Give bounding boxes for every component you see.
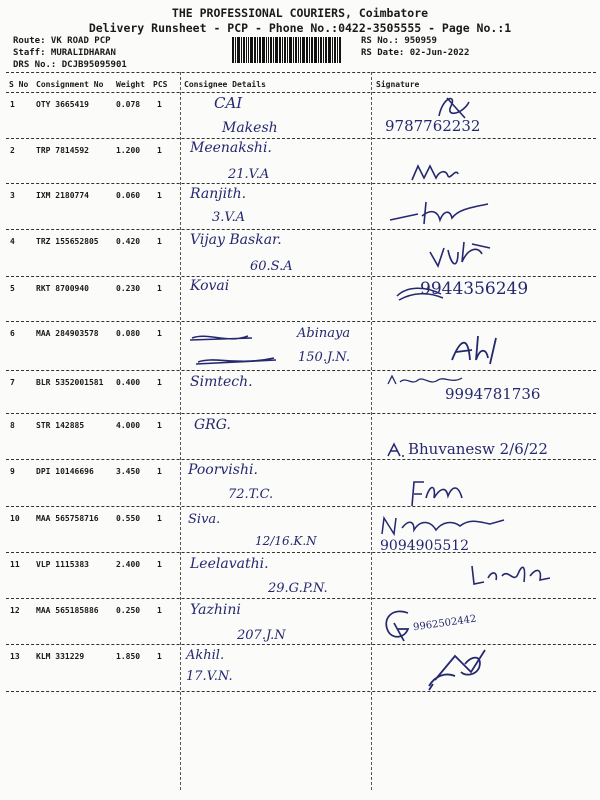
signature-phone: 9944356249 — [420, 279, 529, 299]
consignee-address: 207.J.N — [237, 628, 286, 643]
column-divider — [371, 72, 372, 790]
staff-label: Staff: MURALIDHARAN — [13, 48, 116, 58]
row-consignment: TRZ 155652805 — [36, 237, 99, 246]
row-consignment: MAA 565758716 — [36, 514, 99, 523]
rs-number: RS No.: 950959 — [361, 36, 437, 46]
row-sno: 9 — [10, 467, 15, 476]
consignee-address: 17.V.N. — [186, 669, 233, 684]
consignee-name: Poorvishi. — [188, 462, 258, 478]
row-weight: 0.060 — [116, 191, 141, 200]
row-consignment: MAA 565185886 — [36, 606, 99, 615]
row-consignment: MAA 284903578 — [36, 329, 99, 338]
row-pcs: 1 — [157, 237, 162, 246]
consignee-name: Kovai — [190, 278, 230, 294]
row-divider — [6, 598, 596, 599]
row-pcs: 1 — [157, 146, 162, 155]
consignee-address: 12/16.K.N — [255, 534, 317, 548]
drs-number: DRS No.: DCJB95095901 — [13, 60, 127, 70]
signature-phone: 9962502442 — [412, 613, 478, 634]
consignee-name: GRG. — [194, 417, 231, 433]
row-weight: 2.400 — [116, 560, 141, 569]
row-pcs: 1 — [157, 606, 162, 615]
barcode-icon — [232, 37, 356, 63]
row-weight: 0.420 — [116, 237, 141, 246]
row-divider — [6, 138, 596, 139]
consignee-address: 21.V.A — [228, 167, 270, 182]
row-pcs: 1 — [157, 284, 162, 293]
consignee-address: 60.S.A — [250, 259, 293, 274]
consignee-name: Abinaya — [297, 326, 351, 341]
row-pcs: 1 — [157, 329, 162, 338]
signature-phone: 9994781736 — [445, 385, 541, 403]
row-sno: 10 — [10, 514, 20, 523]
signature-scribble — [388, 198, 498, 232]
consignee-name: Leelavathi. — [190, 556, 269, 572]
consignee-name: Ranjith. — [190, 186, 247, 202]
row-sno: 5 — [10, 284, 15, 293]
consignee-name: Akhil. — [186, 648, 225, 663]
consignee-name: Simtech. — [190, 374, 253, 390]
row-divider — [6, 413, 596, 414]
row-divider — [6, 276, 596, 277]
row-consignment: KLM 331229 — [36, 652, 85, 661]
row-consignment: IXM 2180774 — [36, 191, 89, 200]
row-weight: 1.200 — [116, 146, 141, 155]
row-pcs: 1 — [157, 191, 162, 200]
row-weight: 0.250 — [116, 606, 141, 615]
consignee-address: Makesh — [222, 120, 278, 136]
row-divider — [6, 370, 596, 371]
row-pcs: 1 — [157, 378, 162, 387]
row-sno: 1 — [10, 100, 15, 109]
signature-scribble — [450, 330, 510, 370]
row-consignment: BLR 5352001581 — [36, 378, 104, 387]
row-consignment: STR 142885 — [36, 421, 85, 430]
row-weight: 0.400 — [116, 378, 141, 387]
row-sno: 7 — [10, 378, 15, 387]
signature-scribble — [425, 646, 495, 696]
row-divider — [6, 691, 596, 692]
row-sno: 13 — [10, 652, 20, 661]
row-divider — [6, 183, 596, 184]
signature-note: Bhuvanesw 2/6/22 — [408, 440, 548, 458]
signature-scribble — [428, 238, 498, 276]
row-consignment: VLP 1115383 — [36, 560, 89, 569]
row-sno: 4 — [10, 237, 15, 246]
signature-phone: 9787762232 — [385, 117, 481, 135]
row-pcs: 1 — [157, 514, 162, 523]
row-consignment: OTY 3665419 — [36, 100, 89, 109]
consignee-address: 72.T.C. — [228, 487, 274, 502]
struck-out-text — [188, 326, 288, 376]
row-divider — [6, 552, 596, 553]
runsheet-subtitle: Delivery Runsheet - PCP - Phone No.:0422-3505555 - Page No.:1 — [88, 21, 512, 35]
row-sno: 8 — [10, 421, 15, 430]
row-consignment: RKT 8700940 — [36, 284, 89, 293]
row-weight: 1.850 — [116, 652, 141, 661]
row-weight: 4.000 — [116, 421, 141, 430]
row-consignment: DPI 10146696 — [36, 467, 94, 476]
row-pcs: 1 — [157, 560, 162, 569]
row-divider — [6, 321, 596, 322]
consignee-address: 29.G.P.N. — [268, 581, 328, 596]
row-pcs: 1 — [157, 421, 162, 430]
col-header-sno: S No — [9, 80, 29, 89]
signature-scribble — [410, 478, 470, 514]
consignee-name: Yazhini — [190, 602, 241, 618]
col-header-weight: Weight — [116, 80, 145, 89]
consignee-name: Meenakshi. — [190, 140, 272, 156]
col-header-consignment: Consignment No — [36, 80, 104, 89]
col-header-signature: Signature — [376, 80, 420, 89]
row-weight: 3.450 — [116, 467, 141, 476]
row-sno: 6 — [10, 329, 15, 338]
row-divider — [6, 459, 596, 460]
rs-date: RS Date: 02-Jun-2022 — [361, 48, 470, 58]
consignee-name: CAI — [214, 94, 243, 112]
row-weight: 0.080 — [116, 329, 141, 338]
consignee-address: 3.V.A — [212, 210, 246, 225]
consignee-name: Vijay Baskar. — [190, 232, 282, 248]
row-divider — [6, 644, 596, 645]
row-weight: 0.550 — [116, 514, 141, 523]
signature-scribble — [470, 560, 554, 592]
row-sno: 12 — [10, 606, 20, 615]
row-pcs: 1 — [157, 652, 162, 661]
col-header-pcs: PCS — [153, 80, 168, 89]
signature-phone: 9094905512 — [380, 538, 470, 554]
column-divider — [180, 72, 181, 790]
row-sno: 2 — [10, 146, 15, 155]
row-weight: 0.230 — [116, 284, 141, 293]
row-sno: 11 — [10, 560, 20, 569]
row-consignment: TRP 7814592 — [36, 146, 89, 155]
col-header-consignee: Consignee Details — [184, 80, 266, 89]
row-divider — [6, 229, 596, 230]
consignee-address: 150.J.N. — [298, 350, 350, 365]
header-bottom-rule — [6, 92, 596, 93]
row-pcs: 1 — [157, 100, 162, 109]
row-weight: 0.078 — [116, 100, 141, 109]
table-top-rule — [6, 72, 596, 73]
runsheet-title: THE PROFESSIONAL COURIERS, Coimbatore — [171, 6, 429, 20]
route-label: Route: VK ROAD PCP — [13, 36, 111, 46]
signature-scribble — [380, 605, 416, 649]
consignee-name: Siva. — [188, 512, 221, 527]
row-divider — [6, 506, 596, 507]
row-sno: 3 — [10, 191, 15, 200]
row-pcs: 1 — [157, 467, 162, 476]
